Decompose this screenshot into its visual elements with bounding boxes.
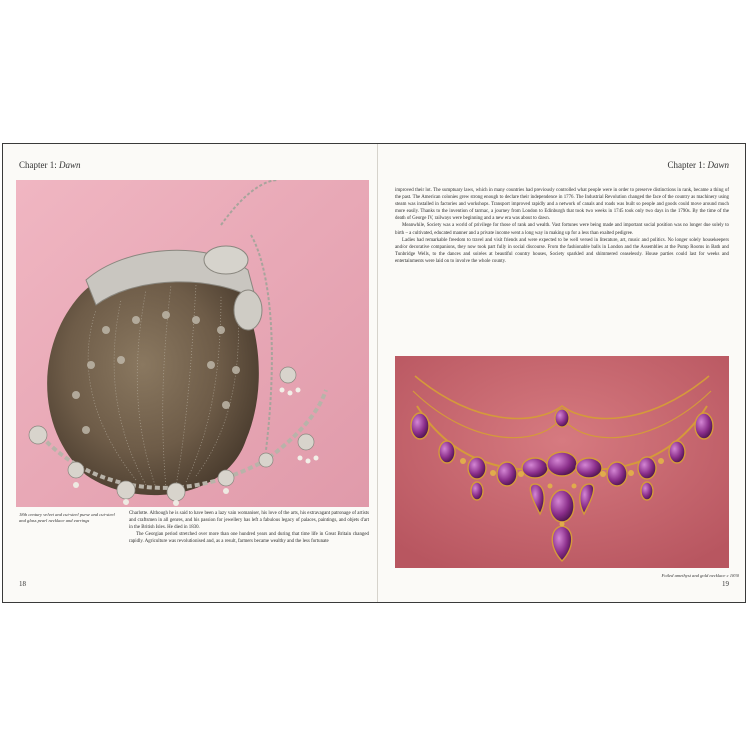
- running-head-right: [667, 160, 729, 170]
- amethyst-necklace-photo: [395, 356, 729, 568]
- right-paragraph: Meanwhile, Society was a world of privilege for those of rank and wealth. Vast fortunes were being made and important social position was no longer due solely to birth – a cultivated, educated manner and a private income went a long way in making up for a less than exalted pedigree.: [395, 223, 729, 236]
- running-head-right-title: Dawn: [707, 160, 729, 170]
- book-spread: [2, 143, 746, 603]
- purse-illustration: [16, 180, 369, 507]
- right-paragraph: Ladies had remarkable freedom to travel and visit friends and were expected to be well versed in literature, art, music and politics. No longer solely housekeepers and/or decorative companions, they now took part fully in social discourse. From the fashionable balls in London and the Assemblies at the Pump Rooms in Bath and Tunbridge Wells, to the dances and soirées at beautiful country houses, Society sparkled and shimmered ceaselessly. House parties could last for weeks and entertainments were laid on to involve the whole county.: [395, 237, 729, 264]
- right-body-text: [395, 187, 729, 265]
- page-number-left: 18: [19, 580, 26, 588]
- running-head-right-prefix: Chapter 1:: [667, 160, 708, 170]
- gutter: [377, 144, 378, 602]
- purse-photo: [16, 180, 369, 507]
- right-paragraph: improved their lot. The sumptuary laws, which in many countries had previously controlled what people were in order to preserve distinctions in rank, became a thing of the past. The American colonies grew strong enough to declare their independence in 1776. The Industrial Revolution changed the face of the country as machinery using steam was installed in factories and workshops. Transport improved rapidly and a network of canals and roads was built so people and goods could move around much more easily. Thanks to the invention of tarmac, a journey from London to Edinburgh that took two weeks in 1745 took only two days in the 1790s. By the time of the death of George IV, railways were beginning and a new era was about to dawn.: [395, 188, 729, 222]
- purse-caption: 18th century velvet and cut-steel purse and cut-steel and glass pearl necklace and earrings: [19, 512, 115, 523]
- running-head-left-prefix: Chapter 1:: [19, 160, 59, 170]
- left-paragraph: The Georgian period stretched over more than one hundred years and during that time life in Great Britain changed rapidly. Agriculture was revolutionised and, as a result, farmers became wealthy and the less fortunate: [129, 532, 369, 545]
- running-head-left-title: Dawn: [59, 160, 81, 170]
- amethyst-necklace-illustration: [395, 356, 729, 568]
- left-body-text: [129, 510, 369, 545]
- necklace-caption: Foiled amethyst and gold necklace c 1830: [661, 573, 739, 578]
- running-head-left: [19, 160, 81, 170]
- left-paragraph: Charlotte. Although he is said to have been a lazy vain womaniser, his love of the arts, his extravagant patronage of artists and craftsmen in all genres, and his passion for jewellery has left a fabulous legacy of palaces, paintings, and objets d'art in the British Isles. He died in 1830.: [129, 511, 369, 531]
- page-number-right: 19: [722, 580, 729, 588]
